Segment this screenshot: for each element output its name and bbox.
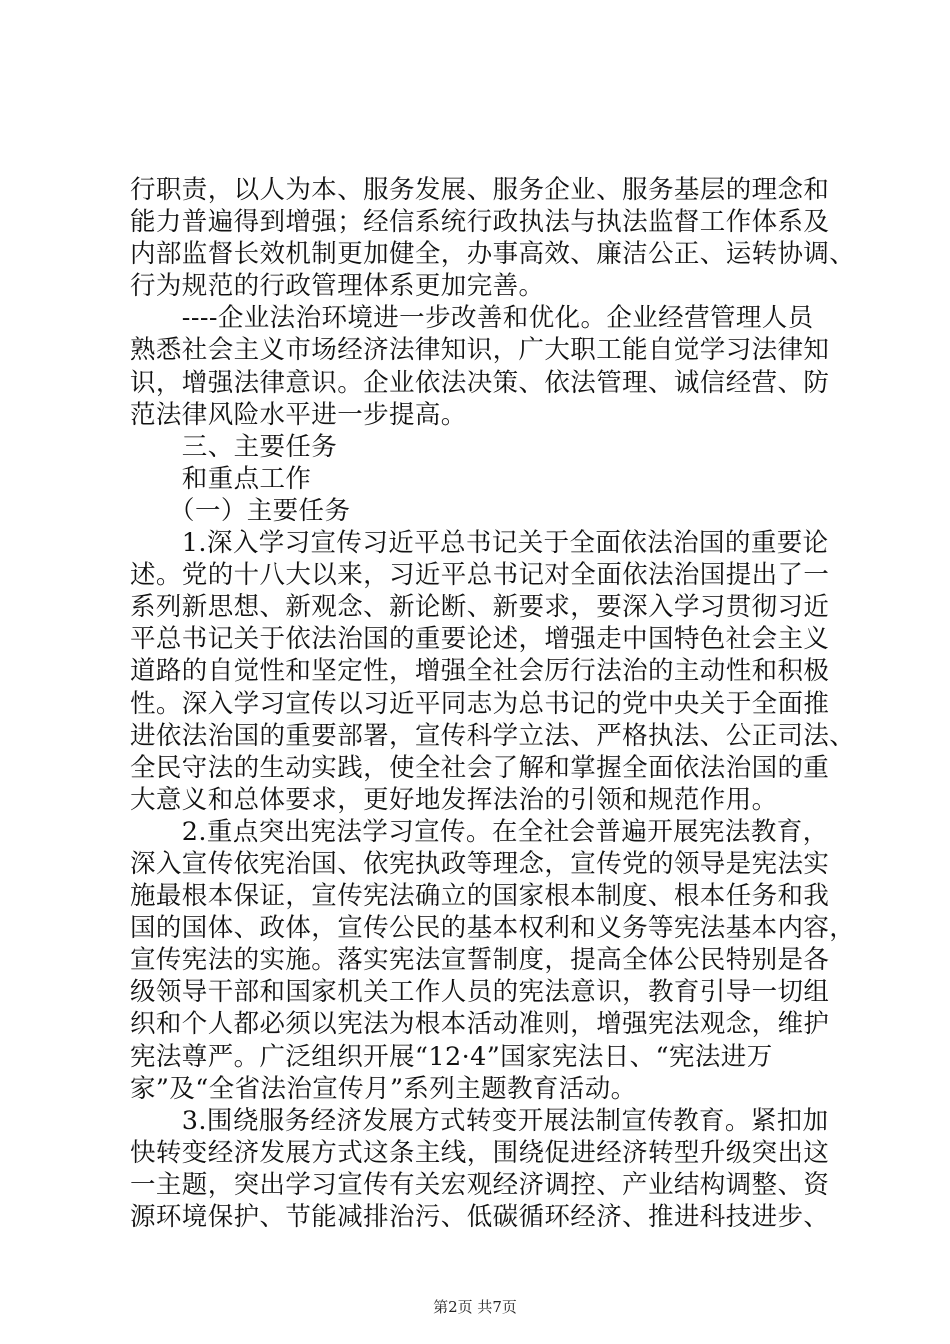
page-footer: 第2页 共7页 [433,1298,517,1316]
text-line: 行职责，以人为本、服务发展、服务企业、服务基层的理念和 [130,175,830,205]
text-line: 述。党的十八大以来，习近平总书记对全面依法治国提出了一 [130,560,830,591]
text-line: 平总书记关于依法治国的重要论述，增强走中国特色社会主义 [130,624,830,655]
text-line: （一）主要任务 [130,495,351,526]
text-line: 宣传宪法的实施。落实宪法宣誓制度，提高全体公民特别是各 [130,945,830,976]
text-line: 施最根本保证，宣传宪法确立的国家根本制度、根本任务和我 [130,881,830,912]
text-line: 快转变经济发展方式这条主线，围绕促进经济转型升级突出这 [130,1137,830,1168]
text-line: 系列新思想、新观念、新论断、新要求，要深入学习贯彻习近 [130,592,830,623]
text-line: 和重点工作 [130,463,312,494]
text-line: 大意义和总体要求，更好地发挥法治的引领和规范作用。 [130,784,778,815]
text-line: 深入宣传依宪治国、依宪执政等理念，宣传党的领导是宪法实 [130,848,830,879]
text-line: 3.围绕服务经济发展方式转变开展法制宣传教育。紧扣加 [130,1105,829,1136]
text-line: 一主题，突出学习宣传有关宏观经济调控、产业结构调整、资 [130,1169,830,1200]
text-line: 宪法尊严。广泛组织开展“12·4”国家宪法日、“宪法进万 [130,1041,773,1072]
text-line: 内部监督长效机制更加健全，办事高效、廉洁公正、运转协调、 [130,239,856,270]
text-line: 三、主要任务 [130,431,338,462]
text-line: 家”及“全省法治宣传月”系列主题教育活动。 [130,1073,637,1104]
text-line: 国的国体、政体，宣传公民的基本权利和义务等宪法基本内容， [130,913,856,944]
text-line: ----企业法治环境进一步改善和优化。企业经营管理人员 [130,303,814,334]
text-line: 织和个人都必须以宪法为根本活动准则，增强宪法观念，维护 [130,1009,830,1040]
text-line: 熟悉社会主义市场经济法律知识，广大职工能自觉学习法律知 [130,335,830,366]
text-line: 全民守法的生动实践，使全社会了解和掌握全面依法治国的重 [130,752,830,783]
text-line: 道路的自觉性和坚定性，增强全社会厉行法治的主动性和积极 [130,656,830,687]
text-line: 行为规范的行政管理体系更加完善。 [130,271,545,302]
text-line: 范法律风险水平进一步提高。 [130,399,467,430]
text-line: 能力普遍得到增强；经信系统行政执法与执法监督工作体系及 [130,207,830,238]
text-line: 识，增强法律意识。企业依法决策、依法管理、诚信经营、防 [130,367,830,398]
text-line: 源环境保护、节能减排治污、低碳循环经济、推进科技进步、 [130,1202,830,1232]
text-line: 2.重点突出宪法学习宣传。在全社会普遍开展宪法教育， [130,816,829,847]
text-line: 性。深入学习宣传以习近平同志为总书记的党中央关于全面推 [130,688,830,719]
text-line: 1.深入学习宣传习近平总书记关于全面依法治国的重要论 [130,528,829,559]
text-line: 级领导干部和国家机关工作人员的宪法意识，教育引导一切组 [130,977,830,1008]
text-line: 进依法治国的重要部署，宣传科学立法、严格执法、公正司法、 [130,720,856,751]
document-body [130,174,856,1233]
